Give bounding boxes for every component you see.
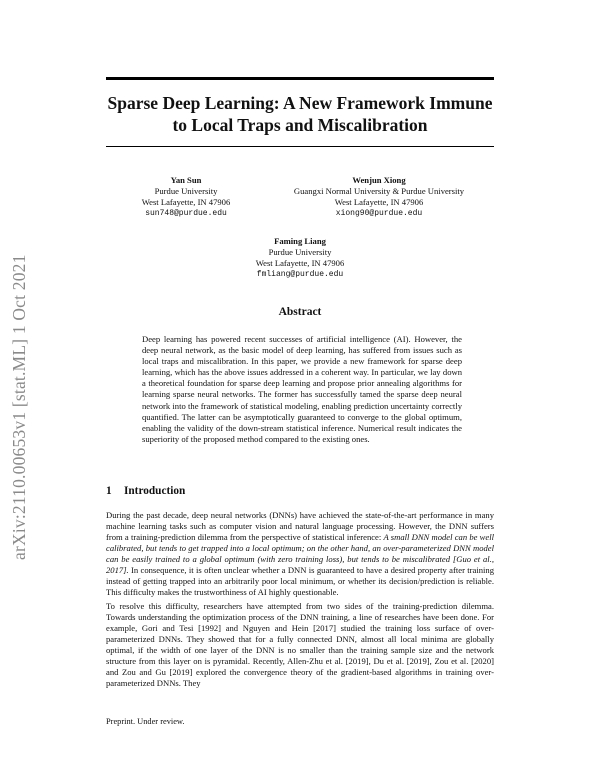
title-line-2: to Local Traps and Miscalibration: [172, 115, 428, 135]
author-address: West Lafayette, IN 47906: [141, 197, 231, 207]
author-affiliation: Guangxi Normal University & Purdue University: [293, 186, 465, 196]
paper-title: [106, 92, 494, 136]
author-name: Faming Liang: [274, 236, 326, 246]
section-number: 1: [106, 485, 112, 497]
para1-start: During the past decade, deep neural networks (DNNs) have achieved the state-of-the-art performance in many machine learning tasks such as computer vision and natural language processing. However, the DNN suffers from a training-prediction dilemma from the perspective of statistical inference:: [106, 510, 494, 542]
intro-paragraph-2: To resolve this difficulty, researchers have attempted from two sides of the training-prediction dilemma. Towards understanding the optimization process of the DNN training, a line of researches have been done. For example, Gori and Tesi [1992] and Nguyen and Hein [2017] studied the training loss surface of over-parameterized DNNs. They showed that for a fully connected DNN, almost all local minima are globally optimal, if the width of one layer of the DNN is no smaller than the training sample size and the network structure from this layer on is pyramidal. Recently, Allen-Zhu et al. [2019], Du et al. [2019], Zou et al. [2020] and Zou and Gu [2019] explored the convergence theory of the gradient-based algorithms in training over-parameterized DNNs. They: [106, 601, 494, 688]
para1-italic: A small DNN model can be well calibrated, but tends to get trapped into a local optimum; on the other hand, an over-parameterized DNN model can be easily trained to a global optimum (with zero training loss), but tends to be miscalibrated [Guo et al., 2017].: [106, 532, 494, 575]
author-affiliation: Purdue University: [154, 186, 218, 196]
author-affiliation: Purdue University: [268, 247, 332, 257]
section-title: Introduction: [124, 485, 186, 497]
author-email[interactable]: fmliang@purdue.edu: [256, 270, 344, 279]
author-block-3: [220, 236, 380, 280]
author-address: West Lafayette, IN 47906: [255, 258, 345, 268]
abstract-heading: Abstract: [278, 306, 322, 318]
preprint-footer: Preprint. Under review.: [106, 717, 185, 726]
title-top-rule: [106, 77, 494, 80]
title-bottom-rule: [106, 146, 494, 147]
author-email[interactable]: sun748@purdue.edu: [145, 209, 227, 218]
author-name: Yan Sun: [170, 175, 202, 185]
arxiv-stamp: arXiv:2110.00653v1 [stat.ML] 1 Oct 2021: [9, 254, 29, 560]
intro-paragraph-1: [106, 510, 494, 598]
author-block-2: [264, 175, 494, 219]
title-line-1: Sparse Deep Learning: A New Framework Immune: [107, 93, 493, 113]
author-name: Wenjun Xiong: [352, 175, 406, 185]
author-email[interactable]: xiong90@purdue.edu: [335, 209, 423, 218]
abstract-body: Deep learning has powered recent successes of artificial intelligence (AI). However, the deep neural network, as the basic model of deep learning, has suffered from issues such as local traps and miscalibration. In this paper, we provide a new framework for sparse deep learning, which has the above issues addressed in a coherent way. In particular, we lay down a theoretical foundation for sparse deep learning and propose prior annealing algorithms for learning sparse neural networks. The former has successfully tamed the sparse deep neural network into the framework of statistical modeling, enabling prediction uncertainty correctly quantified. The latter can be asymptotically guaranteed to converge to the global optimum, enabling the validity of the down-stream statistical inference. Numerical result indicates the superiority of the proposed method compared to the existing ones.: [142, 334, 462, 444]
para1-end: In consequence, it is often unclear whether a DNN is guaranteed to have a desired property after training instead of getting trapped into an arbitrarily poor local minimum, or whether its decision/prediction is reliable. This difficulty makes the trustworthiness of AI highly questionable.: [106, 565, 494, 597]
author-block-1: [106, 175, 266, 219]
author-address: West Lafayette, IN 47906: [334, 197, 424, 207]
section-heading: [106, 485, 185, 497]
